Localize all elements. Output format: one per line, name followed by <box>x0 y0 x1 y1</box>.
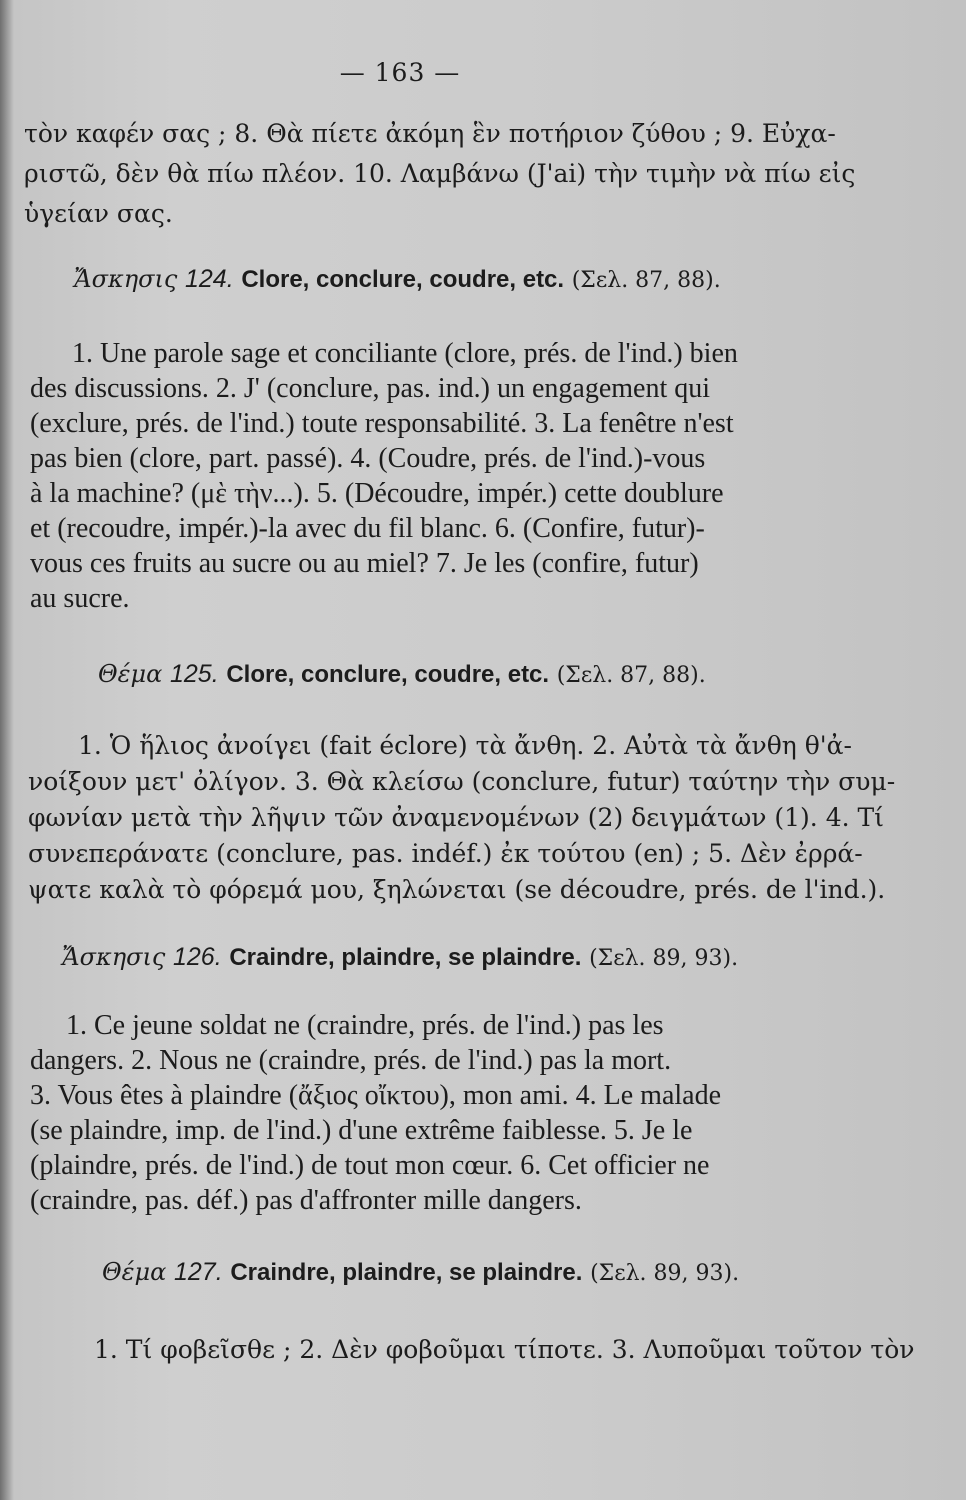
text-line: au sucre. <box>30 583 130 614</box>
text-line: τὸν καφέν σας ; 8. Θὰ πίετε ἀκόμη ἓν ποτήριον ζύθου ; 9. Εὐχα- <box>24 119 836 148</box>
theme-125-body <box>28 728 896 908</box>
section-label: Θέμα <box>102 1258 167 1286</box>
text-line: des discussions. 2. J' (conclure, pas. ind.) un engagement qui <box>30 373 711 404</box>
section-title: Craindre, plaindre, se plaindre. <box>230 1259 583 1286</box>
section-label: Θέμα <box>98 660 163 688</box>
text-line: pas bien (clore, part. passé). 4. (Coudre, prés. de l'ind.)-vous <box>30 443 706 474</box>
section-number: 125. <box>170 660 219 688</box>
text-line: vous ces fruits au sucre ou au miel? 7. Je les (confire, futur) <box>30 548 699 579</box>
exercise-126-body <box>30 1008 830 1218</box>
section-ref: (Σελ. 87, 88). <box>556 663 706 688</box>
section-title: Craindre, plaindre, se plaindre. <box>229 944 582 971</box>
text-line: (exclure, prés. de l'ind.) toute responsabilité. 3. La fenêtre n'est <box>30 408 734 439</box>
section-ref: (Σελ. 87, 88). <box>571 268 721 293</box>
section-title: Clore, conclure, coudre, etc. <box>241 266 565 293</box>
text-line: φωνίαν μετὰ τὴν λῆψιν τῶν ἀναμενομένων (2) δειγμάτων (1). 4. Τί <box>28 803 884 832</box>
text-line: ριστῶ, δὲν θὰ πίω πλέον. 10. Λαμβάνω (J'ai) τὴν τιμὴν νὰ πίω εἰς <box>24 159 856 188</box>
section-ref: (Σελ. 89, 93). <box>589 946 739 971</box>
text-line: συνεπεράνατε (conclure, pas. indéf.) ἐκ τούτου (en) ; 5. Δὲν ἐρρά- <box>28 839 863 868</box>
text-line: ψατε καλὰ τὸ φόρεμά μου, ξηλώνεται (se découdre, prés. de l'ind.). <box>28 875 886 904</box>
section-heading-127 <box>102 1258 739 1287</box>
section-heading-126 <box>62 943 738 972</box>
text-line: ὑγείαν σας. <box>24 199 173 228</box>
binding-shadow <box>0 0 14 1500</box>
text-line: 1. Τί φοβεῖσθε ; 2. Δὲν φοβοῦμαι τίποτε. 3. Λυποῦμαι τοῦτον τὸν <box>94 1335 915 1364</box>
text-line: (plaindre, prés. de l'ind.) de tout mon cœur. 6. Cet officier ne <box>30 1150 710 1181</box>
section-title: Clore, conclure, coudre, etc. <box>226 661 550 688</box>
text-line: (se plaindre, imp. de l'ind.) d'une extrême faiblesse. 5. Je le <box>30 1115 693 1146</box>
text-line: dangers. 2. Nous ne (craindre, prés. de l'ind.) pas la mort. <box>30 1045 672 1076</box>
section-number: 127. <box>174 1258 223 1286</box>
theme-127-body <box>94 1334 915 1366</box>
section-label: Ἄσκησις <box>74 265 178 293</box>
text-line: et (recoudre, impér.)-la avec du fil blanc. 6. (Confire, futur)- <box>30 513 705 544</box>
section-heading-124 <box>74 265 721 294</box>
section-number: 124. <box>185 265 234 293</box>
section-ref: (Σελ. 89, 93). <box>590 1261 740 1286</box>
text-line: νοίξουν μετ' ὀλίγον. 3. Θὰ κλείσω (conclure, futur) ταύτην τὴν συμ- <box>28 767 896 796</box>
text-line: 1. Ce jeune soldat ne (craindre, prés. de l'ind.) pas les <box>66 1010 664 1041</box>
section-number: 126. <box>173 943 222 971</box>
section-label: Ἄσκησις <box>62 943 166 971</box>
text-line: (craindre, pas. déf.) pas d'affronter mille dangers. <box>30 1185 582 1216</box>
section-heading-125 <box>98 660 706 689</box>
exercise-124-body <box>30 336 830 616</box>
text-line: 3. Vous êtes à plaindre (ἄξιος οἴκτου), mon ami. 4. Le malade <box>30 1080 722 1111</box>
page-number: — 163 — <box>339 58 461 87</box>
text-line: 1. Une parole sage et conciliante (clore, prés. de l'ind.) bien <box>72 338 738 369</box>
text-line: 1. Ὁ ἥλιος ἀνοίγει (fait éclore) τὰ ἄνθη. 2. Αὐτὰ τὰ ἄνθη θ'ἀ- <box>78 731 852 760</box>
text-line: à la machine? (μὲ τὴν...). 5. (Découdre, impér.) cette doublure <box>30 478 724 509</box>
intro-paragraph <box>24 118 856 230</box>
